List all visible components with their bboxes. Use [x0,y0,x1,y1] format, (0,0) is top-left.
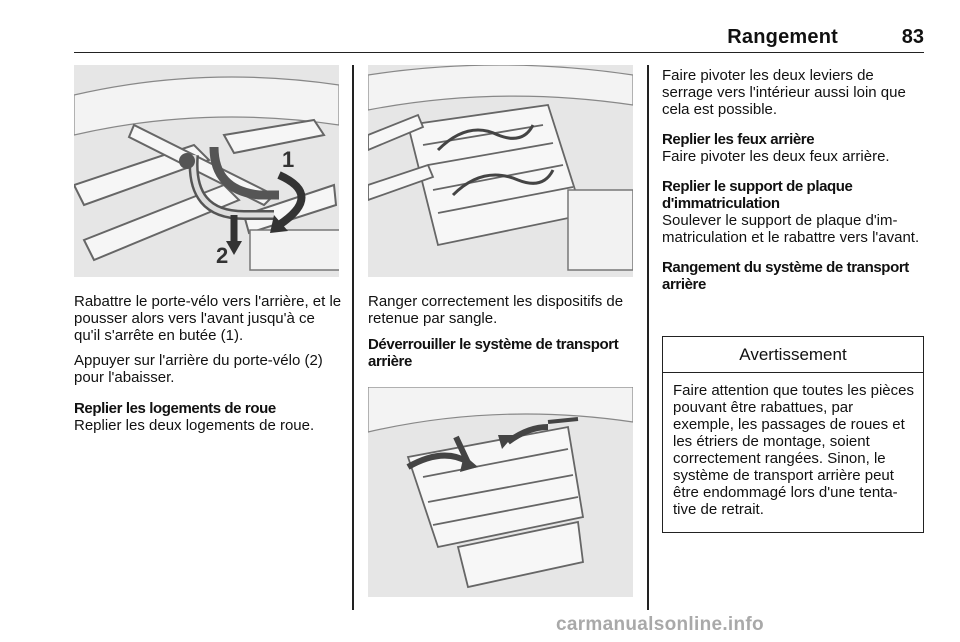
heading-plate-support: Replier le support de plaque d'immatriculation [662,178,853,212]
right-column-text [662,67,927,301]
paragraph-lower-carrier: Appuyer sur l'arrière du porte-vélo (2) pour l'abaisser. [74,352,323,386]
page-number: 83 [901,26,924,48]
strap-storage-drawing [368,65,633,277]
illustration-bike-carrier-fold [74,65,339,277]
left-column-text [74,293,344,442]
heading-storage: Rangement du système de transport arrière [662,259,909,293]
warning-box [662,336,924,533]
paragraph-fold-carrier: Rabattre le porte-vélo vers l'arrière, et le pousser alors vers l'avant jusqu'à ce qu'il s'arrête en butée (1). [74,293,342,344]
paragraph-wheel-holders: Replier les deux logements de roue. [74,417,315,434]
figure-label-1: 1 [282,147,295,172]
figure-label-2: 2 [216,243,229,268]
middle-column-text [368,293,638,378]
warning-body: Faire attention que toutes les pièces pouvant être rabattues, par exemple, les passages de roues et les étriers de montage, soient correctement rangées. Sinon, le système de transport arrière peut être endommagé lors d'une tenta-tive de retrait. [673,382,914,518]
heading-unlock-system: Déverrouiller le système de transport arrière [368,336,619,370]
paragraph-tail-lights: Faire pivoter les deux feux arrière. [662,148,890,165]
illustration-strap-storage [368,65,633,277]
page-header [74,18,924,53]
warning-title: Avertissement [663,337,923,373]
illustration-unlock-levers [368,387,633,597]
column-divider-2 [647,65,649,610]
page-title: Rangement [727,26,838,48]
column-divider-1 [352,65,354,610]
paragraph-plate-support: Soulever le support de plaque d'im-matriculation et le rabattre vers l'avant. [662,212,920,246]
paragraph-levers: Faire pivoter les deux leviers de serrage vers l'intérieur aussi loin que cela est possible. [662,67,906,118]
heading-wheel-holders: Replier les logements de roue [74,400,276,417]
bike-carrier-drawing [74,65,339,277]
watermark-text: carmanualsonline.info [556,614,764,635]
unlock-levers-drawing [368,387,633,597]
heading-tail-lights: Replier les feux arrière [662,131,815,148]
paragraph-straps: Ranger correctement les dispositifs de retenue par sangle. [368,293,624,327]
